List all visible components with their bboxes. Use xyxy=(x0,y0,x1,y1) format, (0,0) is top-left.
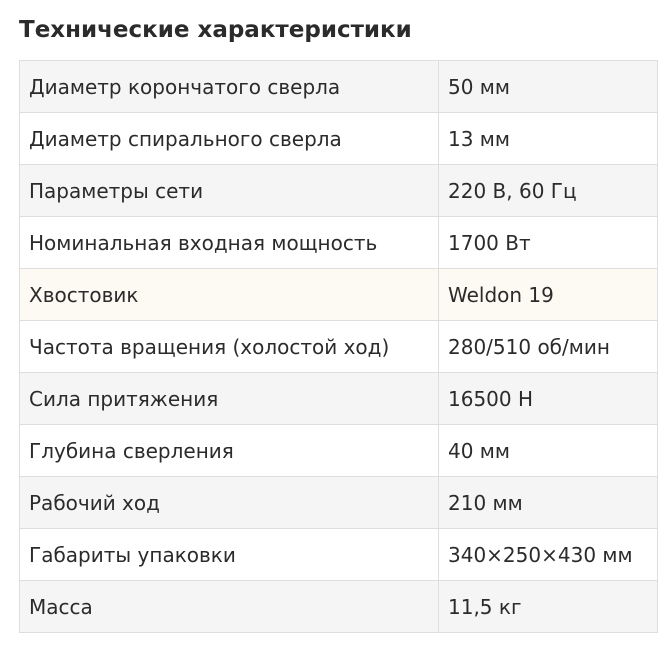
section-title: Технические характеристики xyxy=(19,17,412,43)
spec-value: Weldon 19 xyxy=(439,269,658,321)
spec-name: Габариты упаковки xyxy=(20,529,439,581)
specs-table xyxy=(19,60,658,633)
spec-name: Сила притяжения xyxy=(20,373,439,425)
spec-row xyxy=(20,217,658,269)
spec-row xyxy=(20,61,658,113)
spec-name: Рабочий ход xyxy=(20,477,439,529)
spec-value: 210 мм xyxy=(439,477,658,529)
spec-name: Параметры сети xyxy=(20,165,439,217)
spec-value: 220 В, 60 Гц xyxy=(439,165,658,217)
spec-value: 50 мм xyxy=(439,61,658,113)
spec-name: Глубина сверления xyxy=(20,425,439,477)
spec-value: 340×250×430 мм xyxy=(439,529,658,581)
spec-value: 13 мм xyxy=(439,113,658,165)
spec-row xyxy=(20,165,658,217)
spec-name: Диаметр корончатого сверла xyxy=(20,61,439,113)
spec-row xyxy=(20,113,658,165)
spec-value: 40 мм xyxy=(439,425,658,477)
spec-value: 280/510 об/мин xyxy=(439,321,658,373)
spec-row xyxy=(20,373,658,425)
spec-name: Номинальная входная мощность xyxy=(20,217,439,269)
spec-name: Частота вращения (холостой ход) xyxy=(20,321,439,373)
spec-name: Диаметр спирального сверла xyxy=(20,113,439,165)
spec-value: 11,5 кг xyxy=(439,581,658,633)
spec-row-highlighted xyxy=(20,269,658,321)
spec-row xyxy=(20,477,658,529)
spec-row xyxy=(20,321,658,373)
spec-name: Хвостовик xyxy=(20,269,439,321)
spec-row xyxy=(20,581,658,633)
spec-row xyxy=(20,529,658,581)
spec-name: Масса xyxy=(20,581,439,633)
spec-value: 16500 Н xyxy=(439,373,658,425)
spec-row xyxy=(20,425,658,477)
spec-value: 1700 Вт xyxy=(439,217,658,269)
